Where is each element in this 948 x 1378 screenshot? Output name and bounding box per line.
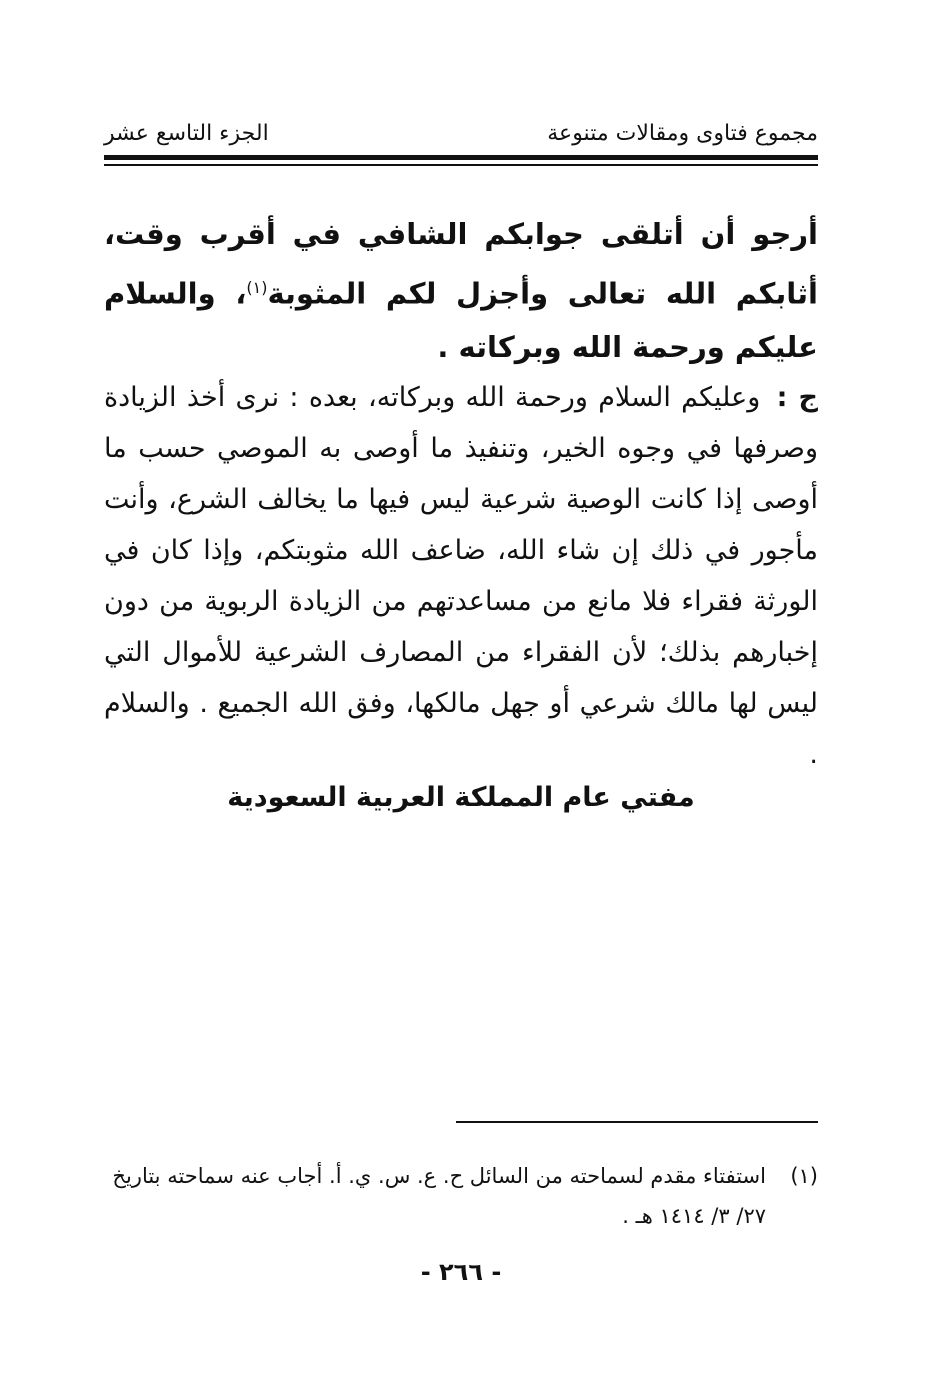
footnote-reference[interactable]: (١) [246,278,268,297]
book-title: مجموع فتاوى ومقالات متنوعة [547,120,818,146]
footnote-text: استفتاء مقدم لسماحته من السائل ح. ع. س. ي. أ. أجاب عنه سماحته بتاريخ ٢٧/ ٣/ ١٤١٤ هـ . [112,1164,766,1228]
signature: مفتي عام المملكة العربية السعودية [227,782,695,813]
header-rule-thick [104,155,818,160]
header-rule-thin [104,164,818,166]
footnote-separator [456,1121,818,1123]
running-header [104,118,818,148]
answer-text: وعليكم السلام ورحمة الله وبركاته، بعده : نرى أخذ الزيادة وصرفها في وجوه الخير، وتنفيذ ما أوصى به الموصي حسب ما أوصى إذا كانت الوصية شرعية ليس فيها ما يخالف الشرع، وأنت مأجور في ذلك إن شاء الله، ضاعف الله مثوبتكم، وإذا كان في الورثة فقراء فلا مانع من مساعدتهم من الزيادة الربوية من دون إخبارهم بذلك؛ لأن الفقراء من المصارف الشرعية للأموال التي ليس لها مالك شرعي أو جهل مالكها، وفق الله الجميع . والسلام . [104,382,818,770]
page-number: - ٢٦٦ - [420,1258,502,1286]
answer-label: ج : [776,382,818,413]
question-paragraph [104,208,818,374]
answer-paragraph [104,372,818,780]
volume-label: الجزء التاسع عشر [104,120,269,146]
question-tail: ، والسلام عليكم ورحمة الله وبركاته . [104,276,818,364]
footnote-number: (١) [790,1164,818,1188]
footnote [104,1156,818,1236]
question-text: أرجو أن أتلقى جوابكم الشافي في أقرب وقت، أثابكم الله تعالى وأجزل لكم المثوبة [104,217,818,311]
page [104,0,818,1378]
